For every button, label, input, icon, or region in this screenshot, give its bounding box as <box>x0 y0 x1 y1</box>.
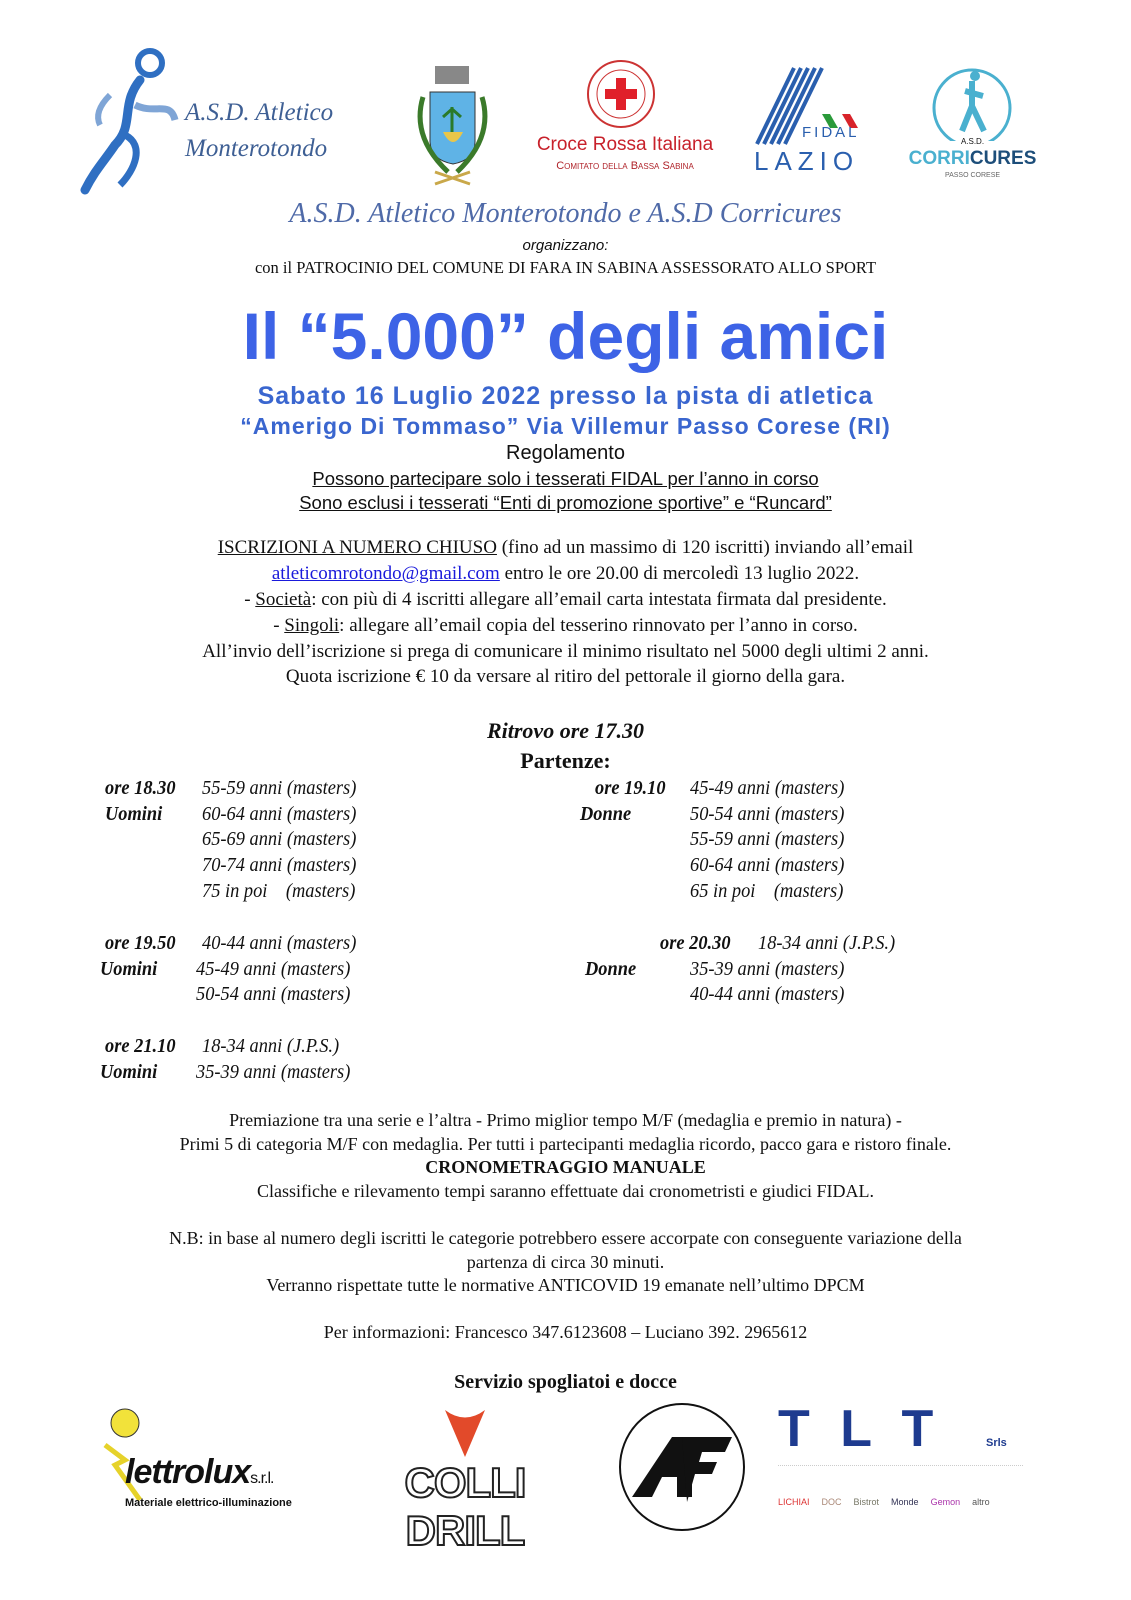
timing: CRONOMETRAGGIO MANUALE <box>425 1157 706 1177</box>
atletico-line2: Monterotondo <box>185 135 328 162</box>
corricures-name-b: CURES <box>969 148 1037 169</box>
heat-time-text: ore 20.30 <box>660 932 731 954</box>
tlt-contacts <box>778 1465 1023 1485</box>
deadline: entro le ore 20.00 di mercoledì 13 luglio 2022. <box>499 563 860 584</box>
tlt-suffix: Srls <box>986 1437 1007 1449</box>
singoli-rest: : allegare all’email copia del tesserino rinnovato per l’anno in corso. <box>339 615 858 636</box>
heat-category: 60-64 anni (masters) <box>690 854 845 877</box>
heat-category: 45-49 anni (masters) <box>196 957 351 980</box>
heat-category: 50-54 anni (masters) <box>196 983 351 1006</box>
heat-time-text: ore 19.50 <box>105 932 176 954</box>
heat-time <box>105 777 176 800</box>
heat-category: 55-59 anni (masters) <box>202 777 357 799</box>
heat-category: 40-44 anni (masters) <box>690 983 845 1006</box>
heat-time <box>595 777 666 800</box>
rules-line2: Sono esclusi i tesserati “Enti di promozione sportive” e “Runcard” <box>299 492 832 513</box>
event-title: Il “5.000” degli amici <box>242 299 889 373</box>
nb-line2: partenza di circa 30 minuti. <box>466 1252 665 1272</box>
patronage: con il PATROCINIO DEL COMUNE DI FARA IN SABINA ASSESSORATO ALLO SPORT <box>254 258 877 277</box>
heat-category: 18-34 anni (J.P.S.) <box>202 1035 340 1057</box>
heat-category: 18-34 anni (J.P.S.) <box>758 932 896 954</box>
flame-icon <box>440 1405 490 1460</box>
registration-line1 <box>0 537 1131 559</box>
atletico-line1: A.S.D. Atletico <box>185 99 334 126</box>
comune-coat-of-arms <box>405 62 500 195</box>
tlt-name: T L T <box>778 1400 942 1458</box>
heat-category: 60-64 anni (masters) <box>202 802 357 825</box>
collidrill-name: COLLI DRILL <box>404 1459 526 1554</box>
societa-rest: : con più di 4 iscritti allegare all’email carta intestata firmata dal presidente. <box>311 589 887 610</box>
heat-time <box>660 932 731 955</box>
registration-singoli: - Singoli: allegare all’email copia del tesserino rinnovato per l’anno in corso. <box>273 615 858 636</box>
heat-group-text: Uomini <box>100 957 158 980</box>
services: Servizio spogliatoi e docce <box>454 1371 677 1393</box>
rules-line1: Possono partecipare solo i tesserati FIDAL per l’anno in corso <box>312 468 819 489</box>
heat-group-text: Donne <box>585 957 637 980</box>
organize-label: organizzano: <box>522 237 609 254</box>
nb-line3: Verranno rispettate tutte le normative ANTICOVID 19 emanate nell’ultimo DPCM <box>266 1275 865 1295</box>
af-logo <box>617 1402 747 1532</box>
elettrolux-suffix: s.r.l. <box>250 1470 274 1487</box>
heat-category: 65-69 anni (masters) <box>202 828 357 851</box>
meeting-time: Ritrovo ore 17.30 <box>486 718 645 743</box>
info: Per informazioni: Francesco 347.6123608 – Luciano 392. 2965612 <box>323 1322 808 1342</box>
heat-time <box>105 1035 176 1058</box>
corricures-logo <box>900 66 1045 181</box>
partner-logo: LICHIAI <box>778 1497 810 1507</box>
heat-group <box>105 803 162 826</box>
heat-time-text: ore 18.30 <box>105 777 176 799</box>
singoli-label: Singoli <box>284 615 340 636</box>
red-cross-icon <box>585 58 657 130</box>
heat-category: 45-49 anni (masters) <box>690 777 845 799</box>
awards-line2: Primi 5 di categoria M/F con medaglia. Per tutti i partecipanti medaglia ricordo, pacco gara e ristoro finale. <box>179 1134 952 1154</box>
closed-label: ISCRIZIONI A NUMERO CHIUSO <box>217 537 497 558</box>
partner-logo: Monde <box>891 1497 919 1507</box>
croce-rossa-sub: Comitato della Bassa Sabina <box>556 160 694 172</box>
fidal-text: FIDAL <box>802 124 860 141</box>
elettrolux-sub: Materiale elettrico-illuminazione <box>125 1497 292 1509</box>
partner-logo: altro <box>972 1497 990 1507</box>
heat-category: 50-54 anni (masters) <box>690 802 845 825</box>
email-link[interactable]: atleticomrotondo@gmail.com <box>271 563 500 584</box>
partner-logo: Gemon <box>930 1497 961 1507</box>
elettrolux-name: lettrolux <box>125 1453 251 1491</box>
fidal-lazio-logo <box>752 66 862 181</box>
heat-time-text: ore 19.10 <box>595 777 666 799</box>
heat-group <box>585 958 636 981</box>
heat-group-text: Uomini <box>105 802 163 825</box>
croce-rossa-logo <box>520 58 730 178</box>
corricures-name-a: CORRI <box>908 148 970 169</box>
starts-label: Partenze: <box>520 748 611 773</box>
event-date: Sabato 16 Luglio 2022 presso la pista di atletica <box>257 382 874 410</box>
heat-group <box>100 958 157 981</box>
heat-group <box>100 1061 157 1084</box>
partner-logo: Bistrot <box>853 1497 880 1507</box>
corricures-sub: PASSO CORESE <box>944 172 1001 179</box>
heat-category: 40-44 anni (masters) <box>202 932 357 954</box>
closed-rest: (fino ad un massimo di 120 iscritti) inviando all’email <box>496 537 914 558</box>
heat-time-text: ore 21.10 <box>105 1035 176 1057</box>
lazio-text: LAZIO <box>754 146 860 176</box>
heat-category: 65 in poi (masters) <box>690 879 844 902</box>
collidrill-logo <box>345 1405 585 1554</box>
heat-group-text: Donne <box>580 802 632 825</box>
registration-note: All’invio dell’iscrizione si prega di comunicare il minimo risultato nel 5000 degli ultimi 2 anni. <box>202 641 929 662</box>
runner-icon <box>80 45 190 195</box>
croce-rossa-name: Croce Rossa Italiana <box>536 134 714 155</box>
heat-group-text: Uomini <box>100 1060 158 1083</box>
atletico-monterotondo-logo <box>80 45 370 195</box>
heat-group <box>580 803 631 826</box>
awards-line3: Classifiche e rilevamento tempi saranno effettuate dai cronometristi e giudici FIDAL. <box>257 1181 874 1201</box>
societa-label: Società <box>255 589 312 610</box>
awards-line1: Premiazione tra una serie e l’altra - Primo miglior tempo M/F (medaglia e premio in natura) - <box>229 1110 902 1130</box>
heat-category: 70-74 anni (masters) <box>202 854 357 877</box>
rules-heading: Regolamento <box>506 442 625 464</box>
heat-category: 35-39 anni (masters) <box>196 1060 351 1083</box>
registration-fee: Quota iscrizione € 10 da versare al ritiro del pettorale il giorno della gara. <box>285 666 846 687</box>
tlt-logo <box>778 1400 1028 1525</box>
heat-category: 35-39 anni (masters) <box>690 957 845 980</box>
event-venue: “Amerigo Di Tommaso” Via Villemur Passo Corese (RI) <box>240 413 891 439</box>
partner-logo: DOC <box>821 1497 842 1507</box>
organizers: A.S.D. Atletico Monterotondo e A.S.D Corricures <box>289 198 842 229</box>
heat-category: 55-59 anni (masters) <box>690 828 845 851</box>
heat-category: 75 in poi (masters) <box>202 879 356 902</box>
corricures-asd: A.S.D. <box>960 137 985 146</box>
heat-time <box>105 932 176 955</box>
registration-line2 <box>0 563 1131 585</box>
registration-societa: - Società: con più di 4 iscritti allegare all’email carta intestata firmata dal presidente. <box>244 589 887 610</box>
elettrolux-logo <box>95 1405 325 1515</box>
nb-line1: N.B: in base al numero degli iscritti le categorie potrebbero essere accorpate con conseguente variazione della <box>169 1228 962 1248</box>
